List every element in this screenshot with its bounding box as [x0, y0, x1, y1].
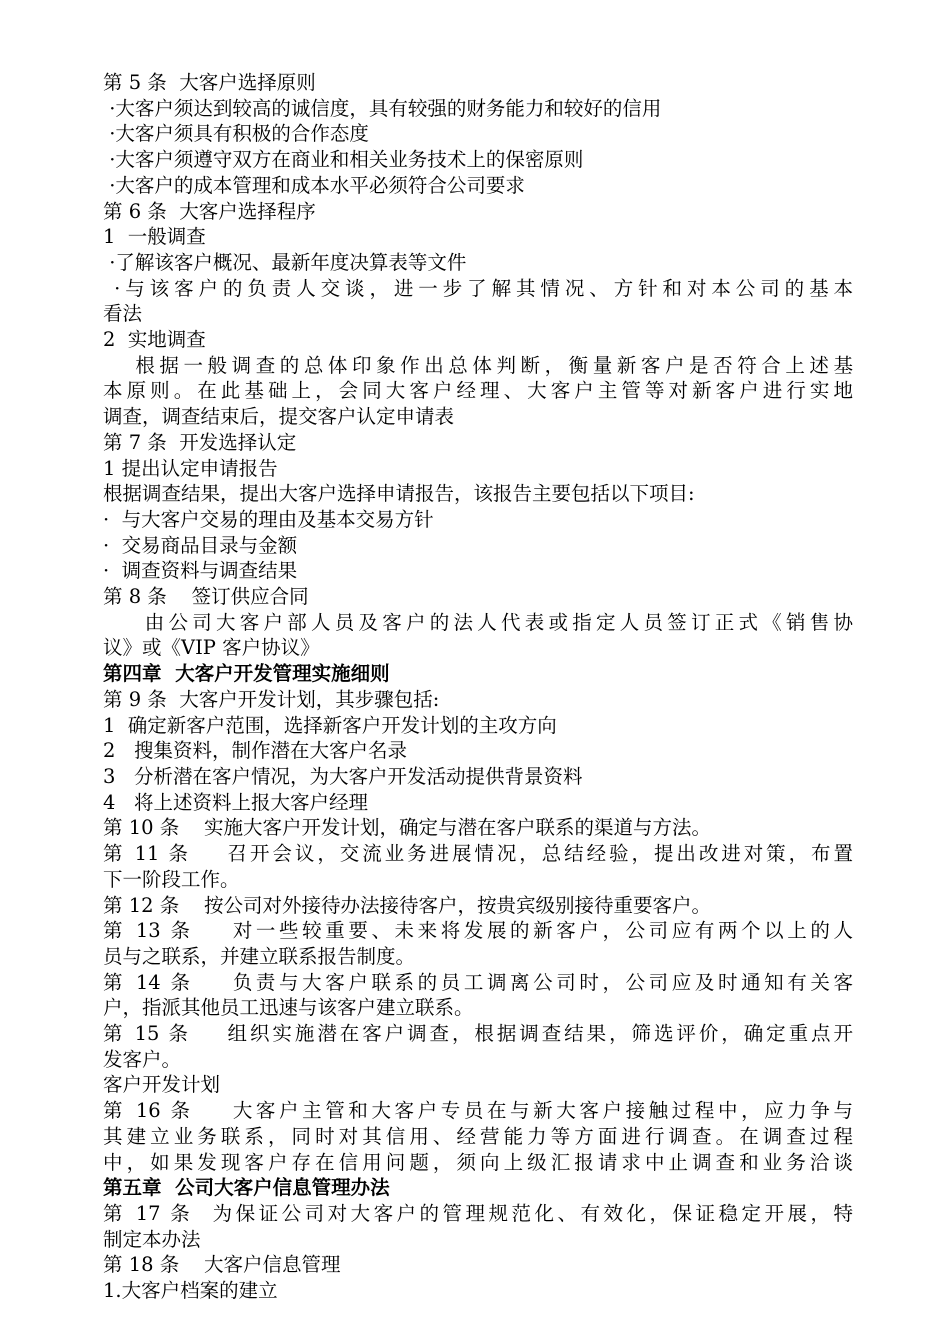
- article-9-title: 第 9 条 大客户开发计划，其步骤包括:: [103, 687, 440, 711]
- article-9-step-3: 3 分析潜在客户情况，为大客户开发活动提供背景资料: [103, 764, 583, 788]
- article-7-step-1: 1 提出认定申请报告: [103, 456, 278, 480]
- article-15-line-2: 发客户。: [103, 1047, 182, 1071]
- article-6-step-2-para-line-1: 根据一般调查的总体印象作出总体判断，衡量新客户是否符合上述基: [103, 353, 853, 377]
- article-5-item-1: ·大客户须达到较高的诚信度，具有较强的财务能力和较好的信用: [103, 96, 662, 120]
- article-6-step-2: 2 实地调查: [103, 328, 206, 352]
- article-6-step-1-item-1: ·了解该客户概况、最新年度决算表等文件: [103, 250, 467, 274]
- article-7-item-3: · 调查资料与调查结果: [103, 559, 298, 583]
- article-11-line-2: 下一阶段工作。: [103, 867, 240, 891]
- document-page: [103, 70, 853, 1304]
- article-17-line-1: 第 17 条 为保证公司对大客户的管理规范化、有效化，保证稳定开展，特: [103, 1201, 853, 1225]
- article-16-line-2: 其建立业务联系，同时对其信用、经营能力等方面进行调查。在调查过程: [103, 1124, 853, 1148]
- article-6-step-1: 1 一般调查: [103, 225, 206, 249]
- article-6-title: 第 6 条 大客户选择程序: [103, 199, 316, 223]
- article-14-line-1: 第 14 条 负责与大客户联系的员工调离公司时，公司应及时通知有关客: [103, 970, 853, 994]
- article-12: 第 12 条 按公司对外接待办法接待客户，按贵宾级别接待重要客户。: [103, 893, 712, 917]
- article-7-para: 根据调查结果，提出大客户选择申请报告，该报告主要包括以下项目:: [103, 482, 695, 506]
- article-5-title: 第 5 条 大客户选择原则: [103, 71, 316, 94]
- article-10: 第 10 条 实施大客户开发计划，确定与潜在客户联系的渠道与方法。: [103, 816, 712, 840]
- article-6-step-2-para-line-2: 本原则。在此基础上，会同大客户经理、大客户主管等对新客户进行实地: [103, 379, 853, 403]
- article-14-line-2: 户，指派其他员工迅速与该客户建立联系。: [103, 996, 474, 1020]
- chapter-4-heading: 第四章 大客户开发管理实施细则: [103, 662, 390, 686]
- article-7-title: 第 7 条 开发选择认定: [103, 430, 297, 454]
- article-6-step-1-item-2-cont: 看法: [103, 302, 143, 326]
- article-5-item-3: ·大客户须遵守双方在商业和相关业务技术上的保密原则: [103, 148, 584, 172]
- article-6-step-1-item-2: ·与该客户的负责人交谈，进一步了解其情况、方针和对本公司的基本: [103, 276, 853, 300]
- article-11-line-1: 第 11 条 召开会议，交流业务进展情况，总结经验，提出改进对策，布置: [103, 842, 853, 866]
- article-16-line-3: 中，如果发现客户存在信用问题，须向上级汇报请求中止调查和业务洽谈: [103, 1150, 853, 1174]
- customer-development-plan-label: 客户开发计划: [103, 1073, 221, 1097]
- article-6-step-2-para-line-3: 调查，调查结束后，提交客户认定申请表: [103, 405, 455, 429]
- chapter-5-heading: 第五章 公司大客户信息管理办法: [103, 1176, 390, 1200]
- article-9-step-1: 1 确定新客户范围，选择新客户开发计划的主攻方向: [103, 713, 557, 737]
- article-7-item-2: · 交易商品目录与金额: [103, 533, 298, 557]
- article-18-item-1: 1.大客户档案的建立: [103, 1279, 278, 1303]
- article-8-para-line-1: 由公司大客户部人员及客户的法人代表或指定人员签订正式《销售协: [103, 610, 853, 634]
- article-9-step-4: 4 将上述资料上报大客户经理: [103, 790, 369, 814]
- article-16-line-1: 第 16 条 大客户主管和大客户专员在与新大客户接触过程中，应力争与: [103, 1099, 853, 1123]
- article-8-title: 第 8 条 签订供应合同: [103, 585, 309, 609]
- article-7-item-1: · 与大客户交易的理由及基本交易方针: [103, 507, 434, 531]
- article-8-para-line-2: 议》或《VIP 客户协议》: [103, 636, 320, 660]
- article-15-line-1: 第 15 条 组织实施潜在客户调查，根据调查结果，筛选评价，确定重点开: [103, 1022, 853, 1046]
- article-5-item-2: ·大客户须具有积极的合作态度: [103, 122, 369, 146]
- article-18-title: 第 18 条 大客户信息管理: [103, 1253, 341, 1277]
- article-17-line-2: 制定本办法: [103, 1227, 201, 1251]
- article-13-line-2: 员与之联系，并建立联系报告制度。: [103, 944, 416, 968]
- article-13-line-1: 第 13 条 对一些较重要、未来将发展的新客户，公司应有两个以上的人: [103, 919, 853, 943]
- article-9-step-2: 2 搜集资料，制作潜在大客户名录: [103, 739, 408, 763]
- article-5-item-4: ·大客户的成本管理和成本水平必须符合公司要求: [103, 173, 525, 197]
